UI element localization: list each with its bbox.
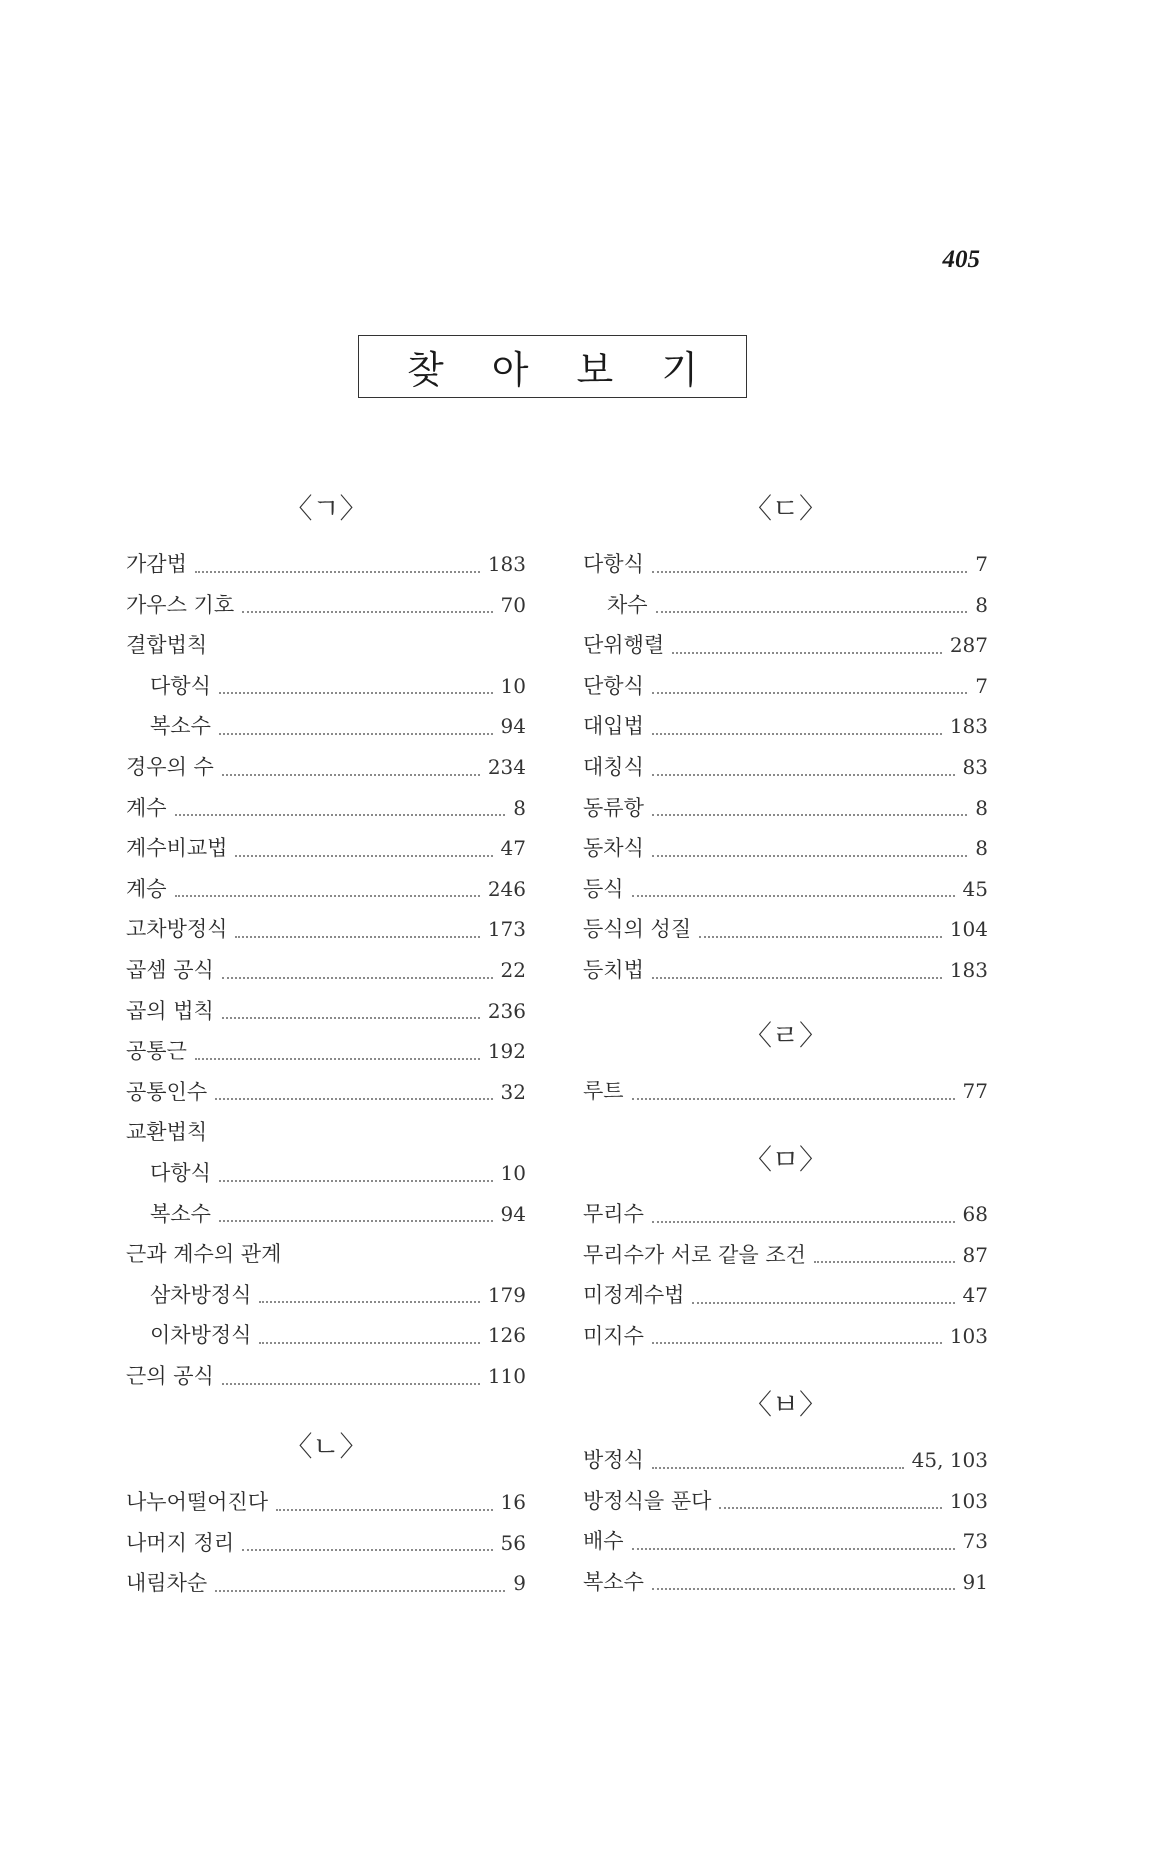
index-entry xyxy=(583,792,988,826)
dot-leader xyxy=(652,854,967,857)
page-reference: 47 xyxy=(500,836,526,861)
index-subentry xyxy=(126,710,526,744)
index-entry xyxy=(583,1279,988,1313)
index-term: 단항식 xyxy=(583,673,644,698)
index-subentry xyxy=(583,589,988,623)
page-reference: 94 xyxy=(500,714,526,739)
index-term: 대칭식 xyxy=(583,755,644,779)
index-subentry xyxy=(126,670,526,704)
dot-leader xyxy=(652,1220,955,1223)
index-entry xyxy=(583,832,988,866)
index-term: 대입법 xyxy=(583,714,644,739)
index-entry xyxy=(126,751,526,785)
index-term: 근과 계수의 관계 xyxy=(126,1242,282,1267)
dot-leader xyxy=(215,1589,505,1592)
index-entry xyxy=(583,1239,988,1273)
index-term: 교환법칙 xyxy=(126,1120,208,1145)
index-term: 등식 xyxy=(583,876,624,901)
page-reference: 246 xyxy=(487,876,526,901)
page-reference: 73 xyxy=(962,1529,988,1554)
index-term: 다항식 xyxy=(583,552,644,576)
page-reference: 10 xyxy=(500,673,526,698)
index-term: 계수비교법 xyxy=(126,836,228,861)
index-entry xyxy=(583,670,988,704)
dot-leader xyxy=(195,570,480,573)
index-term: 동류항 xyxy=(583,795,644,820)
index-term: 고차방정식 xyxy=(126,917,228,942)
index-entry xyxy=(126,792,526,826)
index-term: 다항식 xyxy=(150,1161,211,1185)
index-entry xyxy=(126,873,526,907)
dot-leader xyxy=(652,1466,904,1469)
page-reference: 7 xyxy=(975,673,988,698)
page-reference: 183 xyxy=(487,552,526,576)
index-entry xyxy=(126,1486,526,1520)
page-reference: 45 xyxy=(962,876,988,901)
index-entry xyxy=(126,954,526,988)
index-entry xyxy=(126,1527,526,1561)
dot-leader xyxy=(632,894,955,897)
dot-leader xyxy=(276,1508,493,1511)
page-reference: 192 xyxy=(487,1039,526,1064)
page-reference: 179 xyxy=(487,1282,526,1307)
index-term: 가감법 xyxy=(126,552,187,576)
index-term: 곱의 법칙 xyxy=(126,998,214,1023)
page-reference: 22 xyxy=(500,958,526,982)
page-reference: 173 xyxy=(487,917,526,942)
page-reference: 110 xyxy=(487,1364,526,1388)
page-reference: 45, 103 xyxy=(911,1448,988,1472)
index-term: 나누어떨어진다 xyxy=(126,1490,269,1514)
page-reference: 183 xyxy=(949,714,988,739)
dot-leader xyxy=(219,732,493,735)
dot-leader xyxy=(222,773,480,776)
index-entry xyxy=(126,548,526,582)
index-term: 공통근 xyxy=(126,1039,187,1064)
index-term: 공통인수 xyxy=(126,1079,208,1104)
index-term: 무리수 xyxy=(583,1202,644,1226)
dot-leader xyxy=(652,732,942,735)
index-term: 삼차방정식 xyxy=(150,1282,252,1307)
index-entry xyxy=(583,751,988,785)
page-reference: 8 xyxy=(513,795,526,820)
index-entry xyxy=(126,1035,526,1069)
index-subentry xyxy=(126,1198,526,1232)
page-number: 405 xyxy=(942,246,980,273)
index-entry xyxy=(583,1525,988,1559)
dot-leader xyxy=(235,854,492,857)
page-reference: 94 xyxy=(500,1201,526,1226)
page-reference: 104 xyxy=(949,917,988,942)
page-reference: 236 xyxy=(487,998,526,1023)
index-subentry xyxy=(126,1319,526,1353)
dot-leader xyxy=(175,894,480,897)
index-entry xyxy=(583,913,988,947)
dot-leader xyxy=(222,976,493,979)
index-entry xyxy=(126,589,526,623)
index-term: 근의 공식 xyxy=(126,1364,214,1388)
index-entry xyxy=(583,1075,988,1109)
dot-leader xyxy=(219,1179,493,1182)
index-entry xyxy=(126,995,526,1029)
dot-leader xyxy=(195,1057,480,1060)
index-term: 계수 xyxy=(126,795,167,820)
page-reference: 126 xyxy=(487,1323,526,1348)
index-entry xyxy=(126,1360,526,1394)
dot-leader xyxy=(222,1382,480,1385)
page-reference: 47 xyxy=(962,1283,988,1308)
index-entry xyxy=(126,1238,526,1272)
index-entry xyxy=(583,629,988,663)
index-entry xyxy=(583,1320,988,1354)
page-reference: 91 xyxy=(962,1569,988,1594)
page-reference: 103 xyxy=(949,1323,988,1348)
page-reference: 287 xyxy=(949,633,988,658)
index-entry xyxy=(126,1116,526,1150)
index-term: 계승 xyxy=(126,876,167,901)
dot-leader xyxy=(259,1341,479,1344)
page-reference: 32 xyxy=(500,1079,526,1104)
dot-leader xyxy=(719,1506,941,1509)
page-reference: 9 xyxy=(513,1571,526,1596)
index-entry xyxy=(583,1444,988,1478)
index-entry xyxy=(583,1566,988,1600)
index-entry xyxy=(583,548,988,582)
index-term: 동차식 xyxy=(583,836,644,861)
index-term: 복소수 xyxy=(150,714,211,739)
dot-leader xyxy=(656,610,968,613)
index-entry xyxy=(126,1076,526,1110)
index-term: 루트 xyxy=(583,1079,624,1103)
dot-leader xyxy=(222,1016,480,1019)
section-header: 〈ㄴ〉 xyxy=(284,1430,368,1463)
index-entry xyxy=(583,710,988,744)
index-term: 이차방정식 xyxy=(150,1323,252,1348)
dot-leader xyxy=(652,570,967,573)
dot-leader xyxy=(814,1260,955,1263)
index-term: 방정식 xyxy=(583,1448,644,1472)
index-entry xyxy=(583,873,988,907)
page-reference: 8 xyxy=(975,836,988,861)
index-entry xyxy=(583,1198,988,1232)
index-entry xyxy=(126,629,526,663)
index-term: 가우스 기호 xyxy=(126,592,235,617)
index-entry xyxy=(126,832,526,866)
index-subentry xyxy=(126,1157,526,1191)
index-title: 찾 아 보 기 xyxy=(406,348,717,392)
section-header: 〈ㅁ〉 xyxy=(743,1143,828,1176)
index-subentry xyxy=(126,1279,526,1313)
dot-leader xyxy=(652,1587,955,1590)
index-term: 단위행렬 xyxy=(583,633,665,658)
dot-leader xyxy=(632,1547,955,1550)
index-title-box xyxy=(358,335,747,398)
section-header: 〈ㄹ〉 xyxy=(743,1019,828,1052)
dot-leader xyxy=(652,691,967,694)
index-term: 미지수 xyxy=(583,1323,644,1348)
dot-leader xyxy=(242,1548,492,1551)
dot-leader xyxy=(652,1341,942,1344)
section-header: 〈ㄱ〉 xyxy=(284,492,368,525)
index-term: 무리수가 서로 같을 조건 xyxy=(583,1242,806,1267)
section-header: 〈ㅂ〉 xyxy=(743,1388,828,1421)
index-term: 다항식 xyxy=(150,673,211,698)
page-reference: 8 xyxy=(975,592,988,617)
page-reference: 103 xyxy=(949,1488,988,1513)
dot-leader xyxy=(219,691,493,694)
index-entry xyxy=(126,1567,526,1601)
index-term: 내림차순 xyxy=(126,1571,208,1596)
dot-leader xyxy=(632,1097,955,1100)
index-term: 경우의 수 xyxy=(126,755,214,779)
index-term: 곱셈 공식 xyxy=(126,958,214,982)
page-reference: 83 xyxy=(962,755,988,779)
index-entry xyxy=(583,1485,988,1519)
dot-leader xyxy=(652,976,942,979)
index-term: 복소수 xyxy=(150,1201,211,1226)
page-reference: 68 xyxy=(962,1202,988,1226)
dot-leader xyxy=(175,813,506,816)
page-reference: 10 xyxy=(500,1161,526,1185)
dot-leader xyxy=(699,935,942,938)
dot-leader xyxy=(215,1097,492,1100)
section-header: 〈ㄷ〉 xyxy=(743,492,828,525)
page-reference: 77 xyxy=(962,1079,988,1103)
dot-leader xyxy=(242,610,492,613)
index-term: 등식의 성질 xyxy=(583,917,692,942)
index-term: 등치법 xyxy=(583,958,644,982)
page-reference: 87 xyxy=(962,1242,988,1267)
page-reference: 8 xyxy=(975,795,988,820)
index-term: 차수 xyxy=(607,592,648,617)
index-term: 복소수 xyxy=(583,1569,644,1594)
page-reference: 16 xyxy=(500,1490,526,1514)
dot-leader xyxy=(259,1300,479,1303)
index-entry xyxy=(583,954,988,988)
dot-leader xyxy=(235,935,479,938)
page-reference: 7 xyxy=(975,552,988,576)
page-reference: 70 xyxy=(500,592,526,617)
index-term: 미정계수법 xyxy=(583,1283,685,1308)
dot-leader xyxy=(652,773,955,776)
dot-leader xyxy=(692,1301,954,1304)
dot-leader xyxy=(672,651,942,654)
dot-leader xyxy=(219,1219,493,1222)
index-term: 나머지 정리 xyxy=(126,1530,235,1555)
index-term: 결합법칙 xyxy=(126,633,208,658)
page-reference: 234 xyxy=(487,755,526,779)
index-entry xyxy=(126,913,526,947)
page-reference: 56 xyxy=(500,1530,526,1555)
index-term: 방정식을 푼다 xyxy=(583,1488,712,1513)
index-term: 배수 xyxy=(583,1529,624,1554)
dot-leader xyxy=(652,813,967,816)
page-reference: 183 xyxy=(949,958,988,982)
